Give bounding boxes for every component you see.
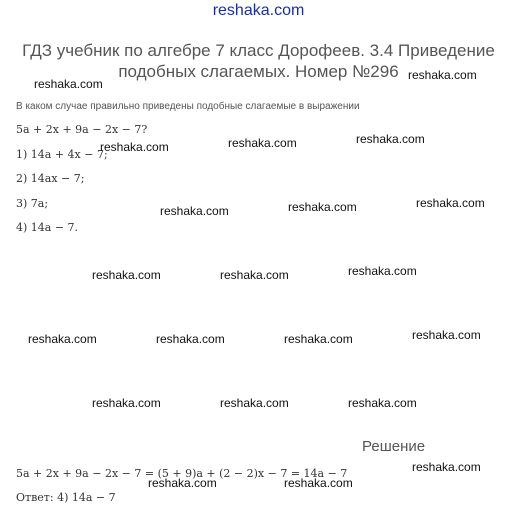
watermark: reshaka.com [412,328,481,342]
watermark: reshaka.com [408,68,477,82]
watermark: reshaka.com [220,396,289,410]
question-text: В каком случае правильно приведены подобные слагаемые в выражении [16,101,360,112]
watermark: reshaka.com [284,476,353,490]
watermark: reshaka.com [160,204,229,218]
watermark: reshaka.com [220,268,289,282]
watermark: reshaka.com [156,332,225,346]
solution-line: 5a + 2x + 9a − 2x − 7 = (5 + 9)a + (2 − 2)x − 7 = 14a − 7 [16,467,348,480]
watermark: reshaka.com [348,264,417,278]
watermark: reshaka.com [348,396,417,410]
solution-heading: Решение [362,438,426,455]
watermark: reshaka.com [92,396,161,410]
watermark: reshaka.com [34,77,103,91]
site-link[interactable]: reshaka.com [212,2,305,19]
answer: Ответ: 4) 14a − 7 [16,491,116,504]
option-2: 2) 14ax − 7; [16,172,85,185]
watermark: reshaka.com [92,268,161,282]
option-1: 1) 14a + 4x − 7; [16,148,108,161]
option-4: 4) 14a − 7. [16,221,79,234]
title-line-2: подобных слагаемых. Номер №296 [118,62,399,81]
watermark: reshaka.com [412,460,481,474]
watermark: reshaka.com [416,196,485,210]
watermark: reshaka.com [28,332,97,346]
option-3: 3) 7a; [16,197,49,210]
title-line-1: ГДЗ учебник по алгебре 7 класс Дорофеев. 3.4 Приведение [22,41,495,60]
watermark: reshaka.com [356,132,425,146]
watermark: reshaka.com [228,136,297,150]
watermark: reshaka.com [288,200,357,214]
watermark: reshaka.com [100,140,169,154]
watermark: reshaka.com [148,476,217,490]
expression: 5a + 2x + 9a − 2x − 7? [16,123,148,136]
watermark: reshaka.com [284,332,353,346]
